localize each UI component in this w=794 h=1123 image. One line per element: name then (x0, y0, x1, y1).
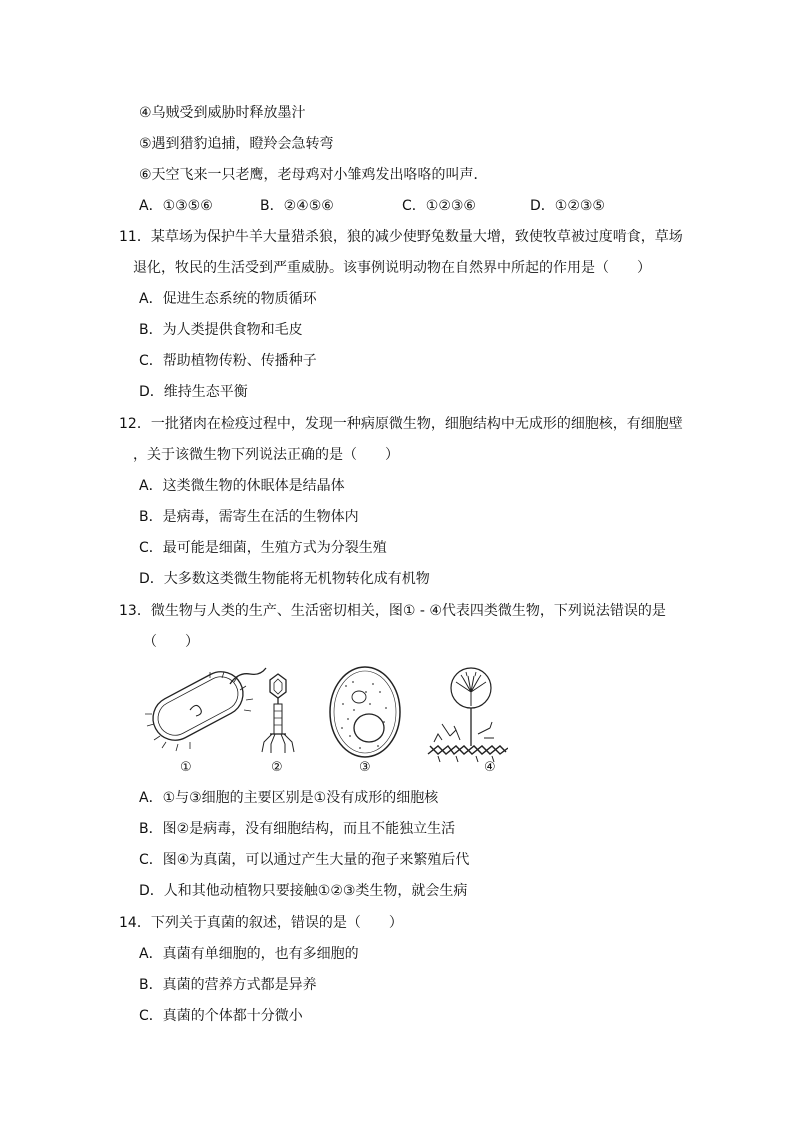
option-d: D．人和其他动植物只要接触①②③类生物，就会生病 (139, 883, 468, 899)
option-a: A．促进生态系统的物质循环 (139, 291, 317, 307)
question-13-stem-cont: （ ） (143, 634, 199, 650)
mould-drawing (428, 668, 508, 762)
option-a: A．①③⑤⑥ (139, 198, 213, 214)
question-11-stem: 11．某草场为保护牛羊大量猎杀狼，狼的减少使野兔数量大增，致使牧草被过度啃食，草场 (119, 229, 683, 245)
question-12-stem: 12．一批猪肉在检疫过程中，发现一种病原微生物，细胞结构中无成形的细胞核，有细胞壁 (119, 416, 683, 432)
option-c: C．①②③⑥ (402, 198, 476, 214)
list-item: ⑥天空飞来一只老鹰，老母鸡对小雏鸡发出咯咯的叫声． (139, 167, 488, 183)
figure-label-4: ④ (484, 760, 496, 775)
q10-options (139, 196, 605, 216)
bacterium-drawing (145, 664, 266, 751)
option-a: A．这类微生物的休眠体是结晶体 (139, 478, 345, 494)
option-c: C．最可能是细菌，生殖方式为分裂生殖 (139, 540, 387, 556)
option-b: B．是病毒，需寄生在活的生物体内 (139, 509, 359, 525)
option-b: B．为人类提供食物和毛皮 (139, 322, 303, 338)
figure-label-2: ② (271, 760, 283, 775)
option-a: A．①与③细胞的主要区别是①没有成形的细胞核 (139, 790, 439, 806)
figure-label-3: ③ (359, 760, 371, 775)
list-item: ④乌贼受到威胁时释放墨汁 (139, 105, 306, 121)
option-d: D．维持生态平衡 (139, 384, 248, 400)
option-a: A．真菌有单细胞的，也有多细胞的 (139, 946, 359, 962)
question-14-stem: 14．下列关于真菌的叙述，错误的是（ ） (119, 915, 403, 931)
microorganism-figure (138, 664, 508, 780)
list-item: ⑤遇到猎豹追捕，瞪羚会急转弯 (139, 136, 334, 152)
option-d: D．大多数这类微生物能将无机物转化成有机物 (139, 571, 430, 587)
option-c: C．图④为真菌，可以通过产生大量的孢子来繁殖后代 (139, 852, 470, 868)
question-13-stem: 13．微生物与人类的生产、生活密切相关，图① - ④代表四类微生物，下列说法错误的是 (119, 603, 666, 619)
yeast-drawing (330, 667, 400, 757)
question-11-stem-cont: 退化，牧民的生活受到严重威胁。该事例说明动物在自然界中所起的作用是（ ） (133, 260, 651, 276)
option-b: B．真菌的营养方式都是异养 (139, 977, 317, 993)
option-c: C．帮助植物传粉、传播种子 (139, 353, 317, 369)
option-d: D．①②③⑤ (530, 198, 605, 214)
option-b: B．②④⑤⑥ (260, 198, 334, 214)
figure-label-1: ① (180, 760, 192, 775)
option-b: B．图②是病毒，没有细胞结构，而且不能独立生活 (139, 821, 456, 837)
option-c: C．真菌的个体都十分微小 (139, 1008, 303, 1024)
question-12-stem-cont: ，关于该微生物下列说法正确的是（ ） (133, 447, 399, 463)
virus-drawing (262, 674, 294, 753)
